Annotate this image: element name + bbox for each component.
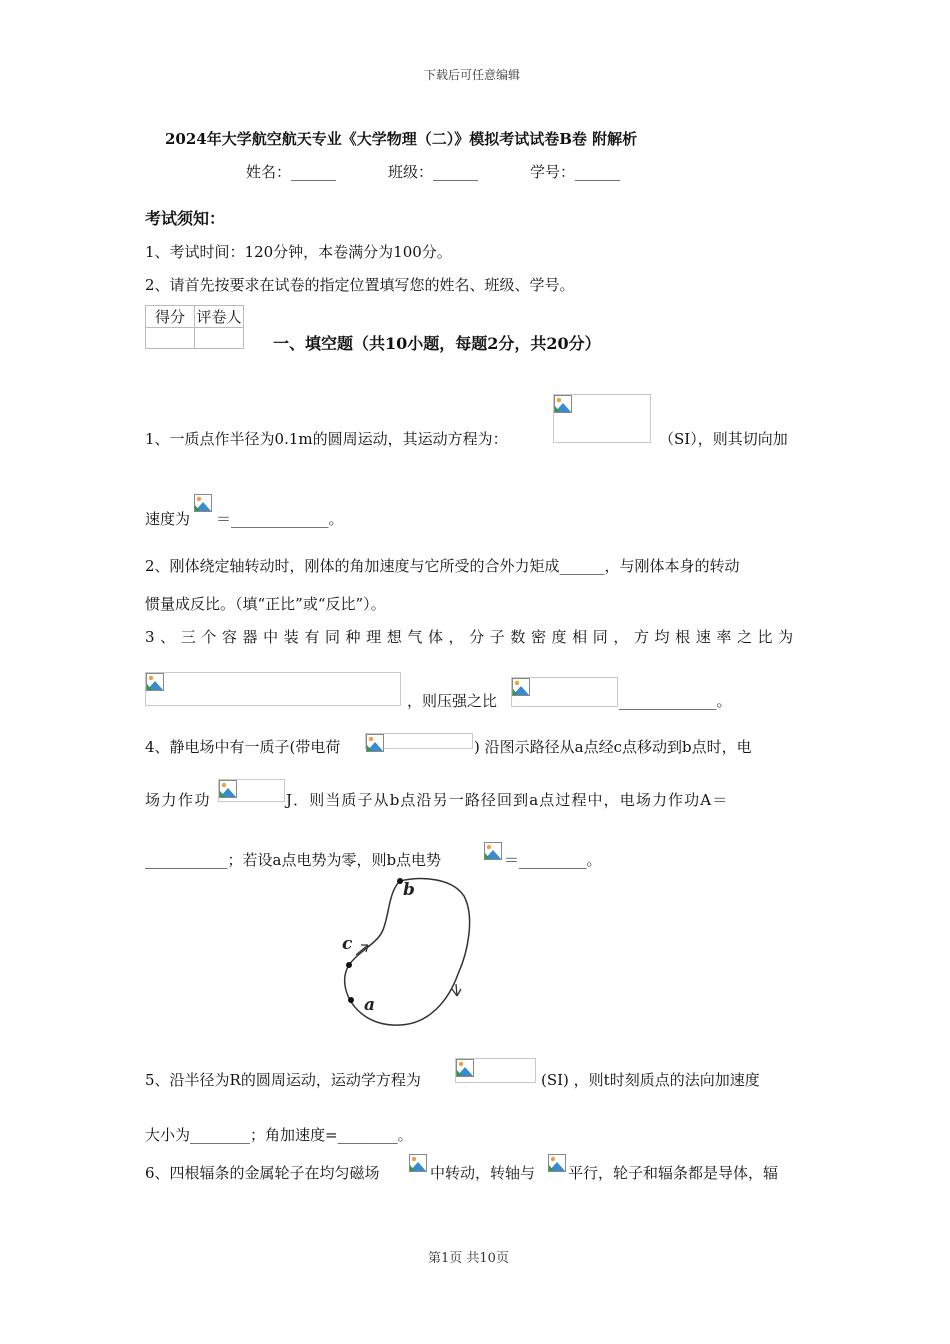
- id-label: 学号：: [530, 163, 576, 181]
- q5-text: 5、沿半径为R的圆周运动，运动学方程为: [145, 1071, 421, 1089]
- equation-image: [553, 394, 651, 443]
- q4-text-line2: 场力作功: [145, 791, 212, 809]
- q6-text-cont: 中转动，转轴与: [430, 1164, 536, 1182]
- broken-image-icon: [194, 494, 212, 512]
- broken-image-icon: [146, 673, 164, 691]
- score-cell[interactable]: [146, 328, 195, 349]
- class-blank: ______: [433, 163, 479, 181]
- point-a: [348, 997, 354, 1003]
- path-figure: [330, 872, 480, 1032]
- broken-image-icon: [512, 678, 530, 696]
- q4-text-line3: ___________；若设a点电势为零，则b点电势: [145, 851, 442, 869]
- point-c: [346, 962, 352, 968]
- field-symbol-image-2: [548, 1154, 568, 1176]
- q3-answer-blank: _____________。: [619, 692, 732, 710]
- score-header: 得分: [146, 306, 195, 328]
- id-field: [530, 161, 620, 182]
- broken-image-icon: [366, 734, 384, 752]
- q5-text-cont: (SI) ，则t时刻质点的法向加速度: [541, 1071, 760, 1089]
- broken-image-icon: [219, 780, 237, 798]
- grader-header: 评卷人: [195, 306, 244, 328]
- label-a: a: [364, 995, 376, 1015]
- broken-image-icon: [409, 1154, 427, 1172]
- field-symbol-image: [409, 1154, 429, 1176]
- name-field: [246, 161, 336, 182]
- broken-image-icon: [548, 1154, 566, 1172]
- arrow-left: [356, 945, 368, 955]
- q4-text: 4、静电场中有一质子(带电荷: [145, 738, 341, 756]
- q2-text: 2、刚体绕定轴转动时，刚体的角加速度与它所受的合外力矩成______，与刚体本身的转动: [145, 557, 740, 575]
- q3-text: 3、三个容器中装有同种理想气体，分子数密度相同，方均根速率之比为: [145, 628, 799, 646]
- id-blank: ______: [575, 163, 621, 181]
- instruction-item: 2、请首先按要求在试卷的指定位置填写您的姓名、班级、学号。: [145, 276, 575, 294]
- q1-answer-blank: ＝_____________。: [216, 510, 344, 528]
- broken-image-icon: [484, 842, 502, 860]
- q4-answer-blank: ＝_________。: [504, 851, 602, 869]
- potential-image: [484, 842, 504, 864]
- q2-text-line2: 惯量成反比。（填“正比”或“反比”）。: [145, 595, 386, 613]
- q1-text-line2: 速度为: [145, 510, 191, 528]
- name-blank: ______: [291, 163, 337, 181]
- pressure-ratio-image: [511, 677, 618, 707]
- q1-text: 1、一质点作半径为0.1m的圆周运动，其运动方程为：: [145, 430, 508, 448]
- charge-image: [365, 733, 473, 749]
- name-label: 姓名：: [246, 163, 292, 181]
- page-number: 第1页 共10页: [428, 1251, 509, 1266]
- q3-text-cont: ，则压强之比: [407, 692, 498, 710]
- motion-equation-image: [455, 1058, 536, 1083]
- broken-image-icon: [554, 395, 572, 413]
- q4-text-cont: ) 沿图示路径从a点经c点移动到b点时，电: [474, 738, 752, 756]
- q6-text-cont-2: 平行，轮子和辐条都是导体，辐: [568, 1164, 779, 1182]
- grader-cell[interactable]: [195, 328, 244, 349]
- label-c: c: [342, 934, 353, 954]
- download-note: 下载后可任意编辑: [424, 68, 521, 82]
- instructions-heading: 考试须知：: [145, 209, 226, 228]
- grade-table: [145, 305, 244, 349]
- section-heading: 一、填空题（共10小题，每题2分，共20分）: [273, 334, 601, 353]
- q4-text-line2-cont: J．则当质子从b点沿另一路径回到a点过程中，电场力作功A＝: [286, 791, 729, 809]
- class-label: 班级：: [388, 163, 434, 181]
- instruction-item: 1、考试时间：120分钟，本卷满分为100分。: [145, 243, 452, 261]
- class-field: [388, 161, 478, 182]
- q6-text: 6、四根辐条的金属轮子在均匀磁场: [145, 1164, 380, 1182]
- broken-image-icon: [456, 1059, 474, 1077]
- symbol-image: [194, 494, 214, 520]
- ratio-image: [145, 672, 401, 706]
- q1-text-cont: （SI），则其切向加: [659, 430, 788, 448]
- q5-text-line2: 大小为________；角加速度=________。: [145, 1126, 413, 1144]
- work-image: [218, 779, 285, 802]
- label-b: b: [403, 880, 415, 900]
- page-title: 2024年大学航空航天专业《大学物理（二）》模拟考试试卷B卷 附解析: [165, 130, 638, 148]
